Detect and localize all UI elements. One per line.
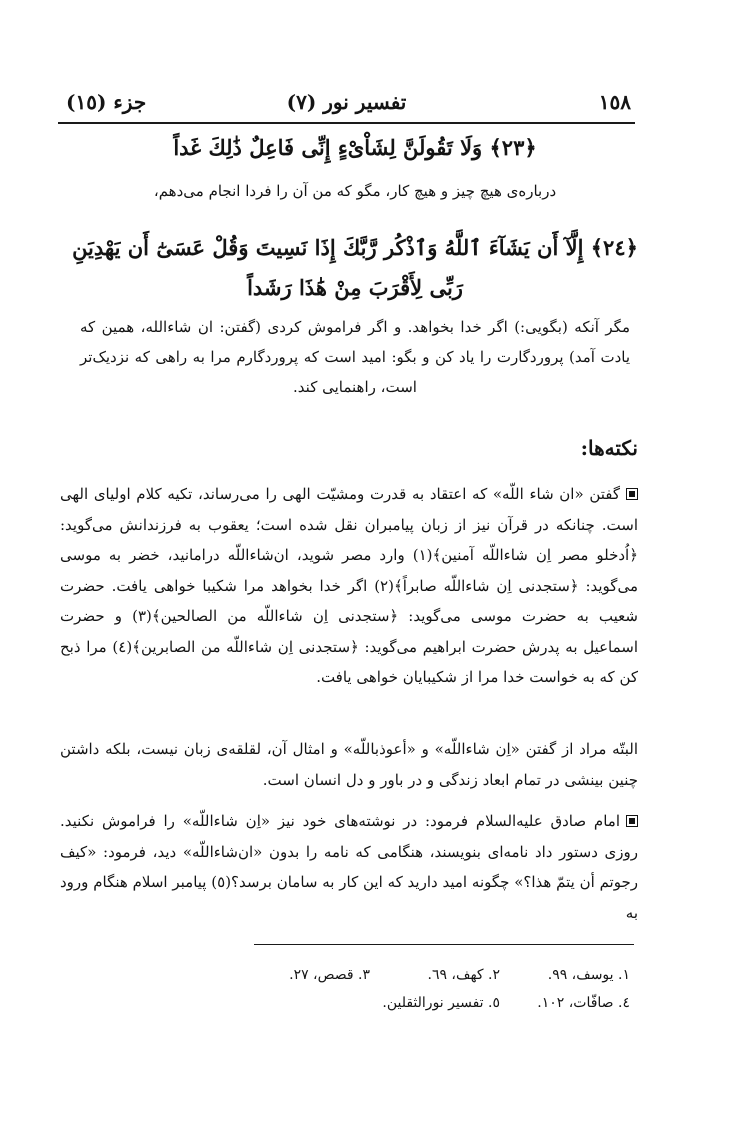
verse-23-arabic: ﴿٢٣﴾ وَلَا تَقُولَنَّ لِشَاْیْءٍ إِنِّی فَاعِلٌ ذَٰلِكَ غَداً <box>173 135 537 160</box>
juz-label: جزء (١٥) <box>66 90 147 114</box>
verse-23-translation: درباره‌ی هیچ چیز و هیچ کار، مگو که من آن را فردا انجام می‌دهم، <box>153 182 557 200</box>
footnote-row <box>150 960 630 990</box>
verse-24-arabic: ﴿٢٤﴾ إِلَّآ أَن يَشَآءَ ٱللَّهُ وَٱذْكُر رَّبَّكَ إِذَا نَسِيتَ وَقُلْ عَسَىٰٓ أَن يَهْدِيَنِ رَبِّى لِأَقْرَبَ مِنْ هَٰذَا رَشَداً <box>72 235 638 300</box>
footnote-item: ٣. قصص، ٢٧. <box>289 967 370 983</box>
note-text: امام صادق علیه‌السلام فرمود: در نوشته‌های خود نیز «اِن شاءاللّه» را فراموش نکنید. روزی دستور داد نامه‌ای بنویسند، هنگامی که نامه را بدون «ان‌شاءاللّه» دید، فرمود: «کیف رجوتم أن یتمّ هذا؟» چگونه امید دارید که این کار به سامان برسد؟(٥) پیامبر اسلام هنگام ورود به <box>60 812 638 922</box>
footnote-item: ٤. صافّات، ١٠٢. <box>537 995 630 1011</box>
footnote-row <box>150 988 630 1018</box>
note-text: البتّه مراد از گفتن «اِن شاءاللّه» و «أعوذباللّه» و امثال آن، لقلقه‌ی زبان نیست، بلکه داشتن چنین بینشی در تمام ابعاد زندگی و در باور و دل انسان است. <box>60 740 638 789</box>
verse-24-translation: مگر آنکه (بگویی:) اگر خدا بخواهد. و اگر فراموش کردی (گفتن: ان شاءالله، همین که یادت آمد) پروردگارت را یاد کن و بگو: امید است که پروردگارم مرا به راهی که نزدیک‌تر است، راهنمایی کند. <box>80 318 630 396</box>
note-paragraph <box>60 734 638 795</box>
note-text: گفتن «ان شاء اللّه» که اعتقاد به قدرت ومشیّت الهی را می‌رساند، تکیه کلام اولیای الهی است. چنانکه در قرآن نیز از زبان پیامبران نقل شده است؛ یعقوب به فرزندانش می‌گوید: ﴿اُدخلو مصر اِن شاءاللّه آمنین﴾(١) وارد مصر شوید، ان‌شاءاللّه درامانید، خضر به موسی می‌گوید: ﴿ستجدنی اِن شاءاللّه صابراً﴾(٢) اگر خدا بخواهد مرا شکیبا خواهی یافت. حضرت شعیب به حضرت موسی می‌گوید: ﴿ستجدنی اِن شاءاللّه من الصالحین﴾(٣) و حضرت اسماعیل به پدرش حضرت ابراهیم می‌گوید: ﴿ستجدنی اِن شاءاللّه من الصابرین﴾(٤) مرا ذبح کن که به خواست خدا مرا از شکیبایان خواهی یافت. <box>60 485 639 686</box>
footnote-item: ٢. کهف، ٦٩. <box>427 967 500 983</box>
square-bullet-icon <box>626 488 638 500</box>
notes-title: نکته‌ها: <box>580 436 638 460</box>
note-paragraph <box>60 806 638 928</box>
footnote-divider <box>254 944 634 945</box>
square-bullet-icon <box>626 815 638 827</box>
page-header <box>58 86 635 124</box>
footnote-item: ٥. تفسیر نورالثقلین. <box>382 995 500 1011</box>
note-paragraph <box>60 479 638 693</box>
footnote-item: ١. یوسف، ٩٩. <box>547 967 630 983</box>
page-number: ١٥٨ <box>598 90 631 114</box>
book-title: تفسیر نور (٧) <box>286 90 407 114</box>
